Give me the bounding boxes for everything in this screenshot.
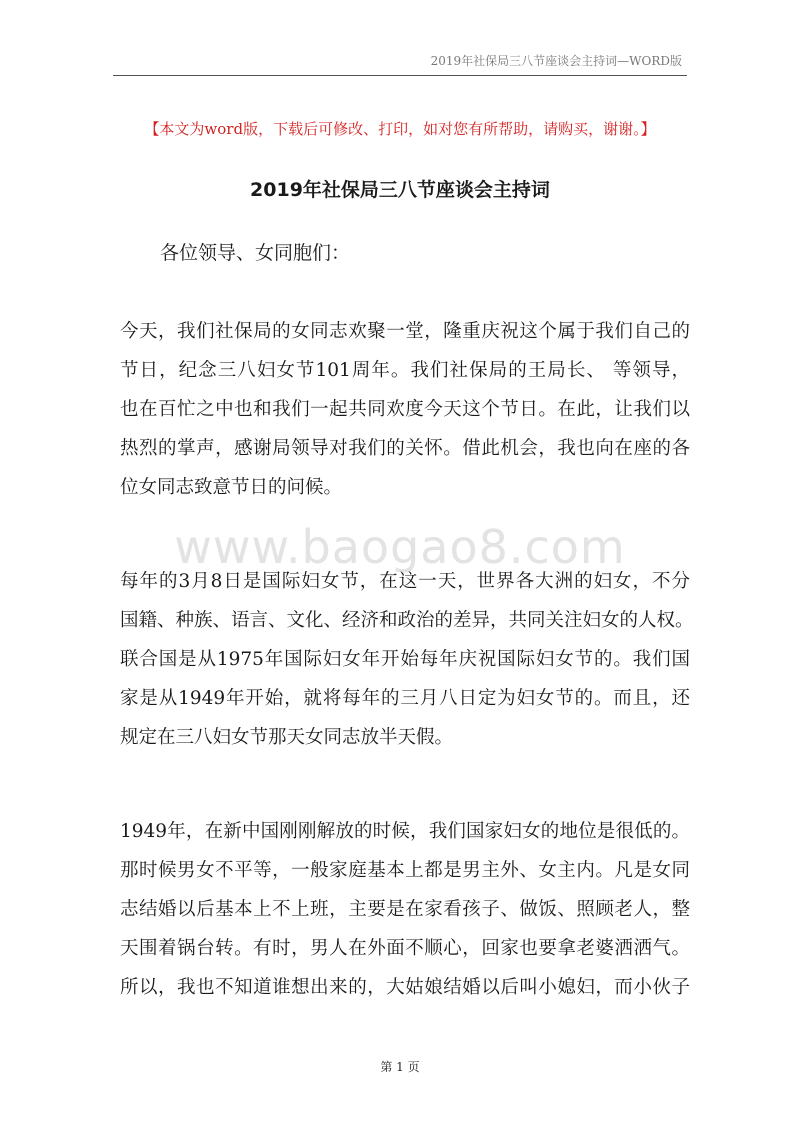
paragraph-line: 规定在三八妇女节那天女同志放半天假。	[120, 727, 454, 748]
paragraph-line: 1949年，在新中国刚刚解放的时候，我们国家妇女的地位是很低的。	[120, 821, 690, 842]
paragraph-2	[120, 562, 694, 757]
paragraph-line: 那时候男女不平等，一般家庭基本上都是男主外、女主内。凡是女同	[120, 860, 690, 881]
paragraph-line: 每年的3月8日是国际妇女节，在这一天，世界各大洲的妇女，不分	[120, 571, 690, 592]
paragraph-line: 志结婚以后基本上不上班，主要是在家看孩子、做饭、照顾老人，整	[120, 899, 690, 920]
paragraph-1	[120, 312, 690, 507]
paragraph-3	[120, 812, 690, 1007]
header-divider	[113, 75, 687, 76]
paragraph-line: 今天，我们社保局的女同志欢聚一堂，隆重庆祝这个属于我们自己的	[120, 321, 690, 342]
paragraph-line: 热烈的掌声，感谢局领导对我们的关怀。借此机会，我也向在座的各	[120, 438, 690, 459]
paragraph-line: 节日，纪念三八妇女节101周年。我们社保局的王局长、 等领导，	[120, 360, 690, 381]
paragraph-line: 位女同志致意节日的问候。	[120, 477, 343, 498]
salutation: 各位领导、女同胞们：	[160, 242, 351, 264]
purchase-notice: 【本文为word版，下载后可修改、打印，如对您有所帮助，请购买，谢谢。】	[144, 120, 656, 138]
document-title: 2019年社保局三八节座谈会主持词	[250, 179, 550, 201]
watermark: www.baogao8.com	[174, 520, 626, 574]
paragraph-line: 天围着锅台转。有时，男人在外面不顺心，回家也要拿老婆洒洒气。	[120, 938, 690, 959]
paragraph-line: 所以，我也不知道谁想出来的，大姑娘结婚以后叫小媳妇，而小伙子	[120, 977, 690, 998]
paragraph-line: 国籍、种族、语言、文化、经济和政治的差异，共同关注妇女的人权。	[120, 610, 694, 631]
page-number: 第 1 页	[380, 1060, 420, 1074]
paragraph-line: 家是从1949年开始，就将每年的三月八日定为妇女节的。而且，还	[120, 688, 690, 709]
paragraph-line: 也在百忙之中也和我们一起共同欢度今天这个节日。在此，让我们以	[120, 399, 690, 420]
paragraph-line: 联合国是从1975年国际妇女年开始每年庆祝国际妇女节的。我们国	[120, 649, 690, 670]
page-header-text: 2019年社保局三八节座谈会主持词—WORD版	[430, 54, 682, 68]
